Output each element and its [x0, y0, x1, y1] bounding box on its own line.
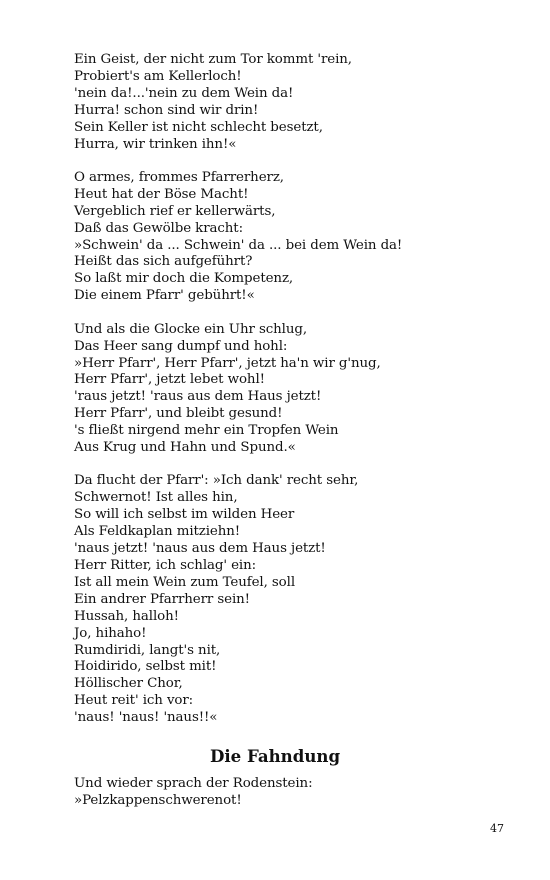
verse-line: Rumdiridi, langt's nit, [74, 642, 221, 658]
verse-line: So laßt mir doch die Kompetenz, [74, 271, 294, 287]
verse-line: 'naus jetzt! 'naus aus dem Haus jetzt! [74, 541, 326, 557]
verse-line: Ein andrer Pfarrherr sein! [74, 591, 250, 607]
section-heading: Die Fahndung [209, 746, 341, 766]
verse-line: Die einem Pfarr' gebührt!« [74, 288, 255, 304]
verse-line: Herr Pfarr', jetzt lebet wohl! [74, 372, 265, 388]
verse-line: Sein Keller ist nicht schlecht besetzt, [74, 119, 323, 135]
verse-line: Ein Geist, der nicht zum Tor kommt 'rein, [74, 52, 352, 67]
verse-line: »Pelzkappenschwerenot! [74, 792, 242, 808]
verse-line: Herr Pfarr', und bleibt gesund! [74, 406, 283, 422]
page-number: 47 [490, 822, 504, 835]
verse-line: Heißt das sich aufgeführt? [74, 254, 253, 270]
verse-line: 'nein da!...'nein zu dem Wein da! [74, 85, 294, 101]
stanza-2 [74, 170, 514, 305]
verse-line: Heut hat der Böse Macht! [74, 186, 249, 202]
verse-line: Herr Ritter, ich schlag' ein: [74, 557, 257, 573]
verse-line: Hussah, halloh! [74, 608, 179, 624]
verse-line: Und wieder sprach der Rodenstein: [74, 776, 313, 791]
verse-line: 'raus jetzt! 'raus aus dem Haus jetzt! [74, 389, 322, 405]
verse-line: Hurra, wir trinken ihn!« [74, 136, 237, 152]
verse-line: Heut reit' ich vor: [74, 693, 194, 709]
verse-line: »Herr Pfarr', Herr Pfarr', jetzt ha'n wir g'nug, [74, 355, 381, 371]
verse-line: Probiert's am Kellerloch! [74, 68, 242, 84]
verse-line: Ist all mein Wein zum Teufel, soll [74, 574, 295, 590]
stanza-1 [74, 52, 514, 153]
verse-line: O armes, frommes Pfarrerherz, [74, 169, 284, 185]
poem-body [74, 52, 514, 744]
verse-line: Hoidirido, selbst mit! [74, 659, 217, 675]
verse-line: Daß das Gewölbe kracht: [74, 220, 243, 236]
verse-line: Und als die Glocke ein Uhr schlug, [74, 321, 307, 337]
verse-line: 'naus! 'naus! 'naus!!« [74, 710, 218, 726]
verse-line: Als Feldkaplan mitziehn! [74, 524, 241, 540]
verse-line: »Schwein' da ... Schwein' da ... bei dem Wein da! [74, 237, 403, 253]
verse-line: Da flucht der Pfarr': »Ich dank' recht sehr, [74, 473, 359, 489]
verse-line: Jo, hihaho! [74, 625, 147, 641]
verse-line: Schwernot! Ist alles hin, [74, 490, 238, 506]
verse-line: Das Heer sang dumpf und hohl: [74, 338, 288, 354]
stanza-4 [74, 473, 514, 727]
verse-line: So will ich selbst im wilden Heer [74, 507, 295, 523]
section-opening [74, 776, 514, 810]
verse-line: Aus Krug und Hahn und Spund.« [74, 440, 296, 456]
verse-line: Höllischer Chor, [74, 676, 183, 692]
stanza-3 [74, 322, 514, 457]
verse-line: Vergeblich rief er kellerwärts, [74, 203, 276, 219]
verse-line: 's fließt nirgend mehr ein Tropfen Wein [74, 423, 339, 439]
verse-line: Hurra! schon sind wir drin! [74, 102, 259, 118]
